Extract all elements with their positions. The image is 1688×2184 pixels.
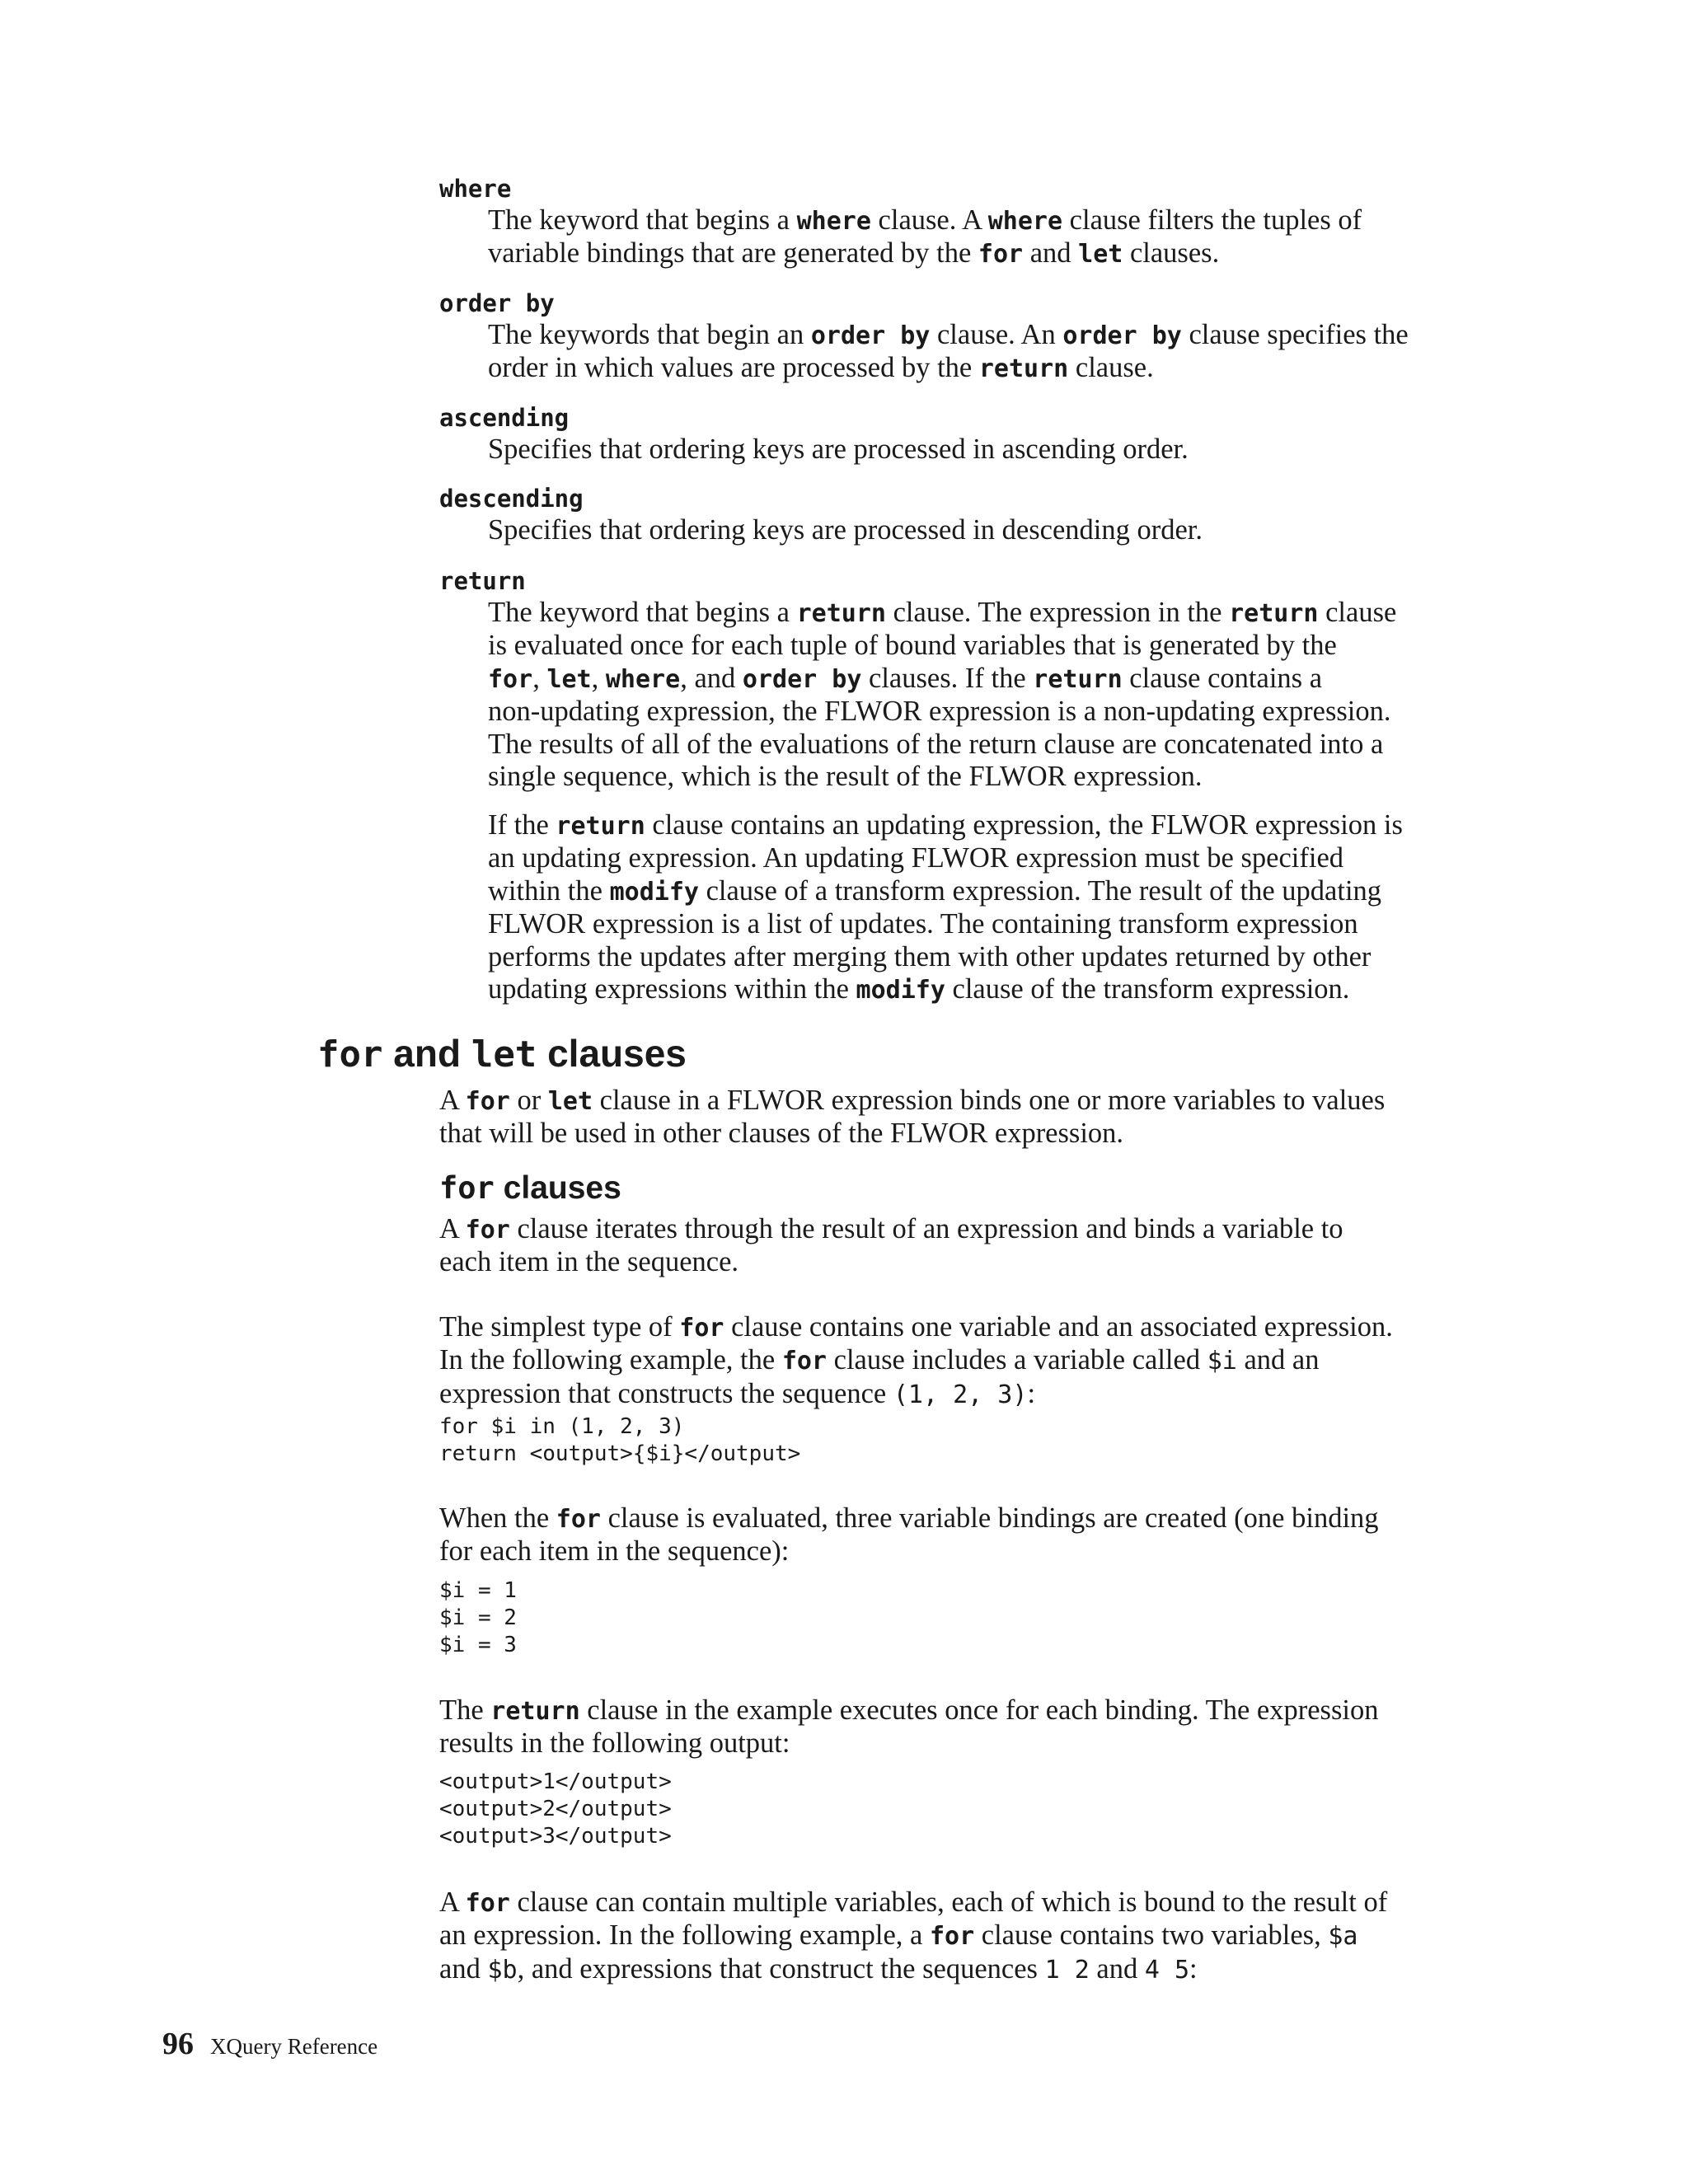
text-line: [488, 809, 1469, 842]
term-order-by: order by: [439, 289, 555, 317]
text-line: [488, 941, 1469, 973]
text-line: [439, 1535, 1470, 1568]
text-line: [439, 1953, 1470, 1986]
text: each item in the sequence.: [439, 1246, 739, 1278]
text: clause in a FLWOR expression binds one or more variables to values: [593, 1085, 1386, 1116]
text-line: [488, 761, 1469, 793]
paragraph-return-executes: [439, 1694, 1470, 1760]
text: clause contains a: [1122, 662, 1323, 694]
text: and: [439, 1952, 488, 1985]
page-footer: [162, 2026, 377, 2069]
text: or: [509, 1085, 548, 1116]
text-line: [439, 1378, 1470, 1411]
text: order in which values are processed by the: [488, 352, 979, 384]
text: non-updating expression, the FLWOR expression is a non-updating expression.: [488, 696, 1391, 728]
text-line: [439, 1727, 1470, 1760]
text-line: [488, 875, 1469, 908]
definition-order-by: [488, 319, 1469, 386]
term-where: where: [439, 175, 512, 203]
text: clause iterates through the result of an expression and binds a variable to: [509, 1213, 1343, 1244]
text-line: [439, 1311, 1470, 1344]
text: clause contains an updating expression, the FLWOR expression is: [645, 809, 1403, 841]
text: clause. A: [870, 204, 988, 236]
text-line: [488, 973, 1469, 1006]
text-line: [439, 1246, 1470, 1278]
text: is evaluated once for each tuple of bound variables that is generated by the: [488, 630, 1337, 662]
text: clause specifies the: [1181, 319, 1409, 350]
text: clause: [1318, 597, 1397, 628]
text-line: [488, 663, 1469, 696]
keyword: for: [465, 1889, 510, 1918]
text: clause in the example executes once for each binding. The expression: [579, 1694, 1379, 1726]
code-line: <output>2</output>: [439, 1797, 672, 1821]
keyword: order by: [742, 664, 862, 694]
book-title: XQuery Reference: [210, 2034, 378, 2059]
text: ,: [591, 662, 606, 694]
code-value: $b: [487, 1955, 518, 1985]
definition-return: [488, 597, 1469, 793]
text: FLWOR expression is a list of updates. The containing transform expression: [488, 908, 1358, 940]
text: A: [439, 1213, 466, 1244]
text: clause. The expression in the: [885, 597, 1230, 628]
text: The simplest type of: [439, 1311, 680, 1343]
text: The keyword that begins a: [488, 597, 797, 628]
text: :: [1189, 1952, 1198, 1985]
keyword: order by: [810, 321, 931, 350]
section-intro: [439, 1085, 1470, 1151]
keyword: return: [1033, 664, 1123, 694]
text: clause contains one variable and an associated expression.: [724, 1311, 1393, 1343]
keyword: return: [490, 1697, 580, 1726]
term-ascending: ascending: [439, 404, 570, 432]
code-bindings: [439, 1577, 517, 1659]
text: for each item in the sequence):: [439, 1535, 790, 1568]
keyword: return: [796, 599, 886, 628]
text: In the following example, the: [439, 1344, 782, 1376]
text: and: [1089, 1952, 1145, 1985]
code-line: <output>3</output>: [439, 1824, 672, 1849]
text: clause.: [1068, 352, 1154, 384]
text-line: [439, 1502, 1470, 1535]
keyword: modify: [609, 877, 699, 907]
text-line: [439, 1919, 1470, 1952]
keyword: return: [978, 354, 1069, 384]
keyword: modify: [856, 976, 945, 1005]
keyword: return: [1229, 599, 1319, 628]
text-line: [439, 1694, 1470, 1727]
code-line: for $i in (1, 2, 3): [439, 1414, 685, 1439]
text: When the: [439, 1502, 556, 1534]
text-line: [488, 597, 1469, 630]
text: A: [439, 1886, 466, 1918]
definition-return-updating: [488, 809, 1469, 1006]
text-line: [488, 237, 1469, 270]
text: clause of a transform expression. The result of the updating: [698, 874, 1382, 907]
code-output: [439, 1769, 672, 1850]
paragraph-multiple-variables: [439, 1886, 1470, 1986]
keyword: order by: [1062, 321, 1182, 350]
term-descending: descending: [439, 485, 584, 513]
text-line: [488, 204, 1469, 237]
text-line: [439, 1118, 1470, 1150]
keyword: for: [488, 664, 533, 694]
keyword: where: [605, 664, 681, 694]
text: , and: [680, 662, 743, 694]
text-line: [488, 696, 1469, 728]
code-line: <output>1</output>: [439, 1769, 672, 1794]
page-number: 96: [162, 2027, 194, 2061]
text: clauses.: [1123, 237, 1220, 269]
text: clause. An: [930, 319, 1063, 350]
keyword: where: [796, 207, 871, 236]
text: clause filters the tuples of: [1062, 204, 1362, 236]
code-line: $i = 1: [439, 1578, 517, 1603]
text: and: [1023, 237, 1079, 269]
code-value: $a: [1328, 1922, 1358, 1952]
keyword: let: [1078, 240, 1123, 269]
definition-descending: [488, 514, 1469, 546]
text: If the: [488, 809, 556, 841]
section-heading: for and let clauses: [317, 1032, 687, 1076]
code-line: return <output>{$i}</output>: [439, 1441, 801, 1466]
keyword: for: [679, 1314, 724, 1343]
text-line: [488, 514, 1469, 546]
text-line: [488, 319, 1469, 352]
keyword: for: [465, 1216, 510, 1244]
text: A: [439, 1085, 466, 1116]
text: clause can contain multiple variables, each of which is bound to the result of: [509, 1886, 1388, 1918]
text: performs the updates after merging them with other updates returned by other: [488, 940, 1372, 972]
code-value: 1 2: [1044, 1955, 1090, 1985]
text-line: [488, 729, 1469, 761]
subsection-heading: for clauses: [439, 1170, 621, 1206]
text: results in the following output:: [439, 1727, 790, 1760]
text: The results of all of the evaluations of the return clause are concatenated into a: [488, 728, 1384, 760]
text: clause contains two variables,: [974, 1919, 1329, 1952]
text: within the: [488, 874, 610, 907]
text: clause includes a variable called: [827, 1344, 1207, 1376]
text-line: [488, 352, 1469, 385]
text: The: [439, 1694, 491, 1726]
keyword: for: [929, 1922, 975, 1952]
keyword: for: [978, 240, 1024, 269]
keyword: return: [556, 812, 645, 841]
keyword: for: [556, 1505, 601, 1534]
text-line: [439, 1085, 1470, 1118]
code-example-for: [439, 1413, 800, 1468]
definition-where: [488, 204, 1469, 271]
text: variable bindings that are generated by the: [488, 237, 978, 269]
text: an expression. In the following example, a: [439, 1919, 930, 1952]
keyword: let: [546, 664, 592, 694]
text: , and expressions that construct the sequences: [517, 1952, 1045, 1985]
text: updating expressions within the: [488, 973, 856, 1005]
text: clause of the transform expression.: [945, 973, 1350, 1005]
text: an updating expression. An updating FLWOR expression must be specified: [488, 842, 1344, 874]
text: Specifies that ordering keys are processed in ascending order.: [488, 434, 1189, 465]
text-line: [439, 1213, 1470, 1246]
text: The keyword that begins a: [488, 204, 797, 236]
keyword: for: [465, 1087, 510, 1116]
text: single sequence, which is the result of the FLWOR expression.: [488, 761, 1203, 793]
text: and an: [1236, 1344, 1320, 1376]
code-line: $i = 2: [439, 1605, 517, 1630]
paragraph-for-iterates: [439, 1213, 1470, 1279]
text: The keywords that begin an: [488, 319, 811, 350]
text: clauses. If the: [861, 662, 1034, 694]
text-line: [488, 630, 1469, 662]
text-line: [439, 1344, 1470, 1377]
text-line: [439, 1886, 1470, 1919]
text: expression that constructs the sequence: [439, 1377, 893, 1409]
keyword: for: [781, 1347, 827, 1376]
text: ,: [532, 662, 547, 694]
text: that will be used in other clauses of the FLWOR expression.: [439, 1118, 1124, 1150]
code-value: $i: [1207, 1347, 1237, 1376]
code-value: 4 5: [1144, 1955, 1190, 1985]
paragraph-evaluated: [439, 1502, 1470, 1568]
paragraph-simplest-type: [439, 1311, 1470, 1411]
text-line: [488, 908, 1469, 940]
text: clause is evaluated, three variable bindings are created (one binding: [600, 1502, 1379, 1534]
code-value: (1, 2, 3): [893, 1380, 1028, 1409]
code-line: $i = 3: [439, 1633, 517, 1657]
definition-ascending: [488, 434, 1469, 466]
term-return: return: [439, 567, 526, 595]
text: Specifies that ordering keys are processed in descending order.: [488, 514, 1203, 546]
keyword: let: [547, 1087, 593, 1116]
text: :: [1027, 1377, 1036, 1409]
text-line: [488, 434, 1469, 466]
text-line: [488, 842, 1469, 874]
keyword: where: [987, 207, 1063, 236]
